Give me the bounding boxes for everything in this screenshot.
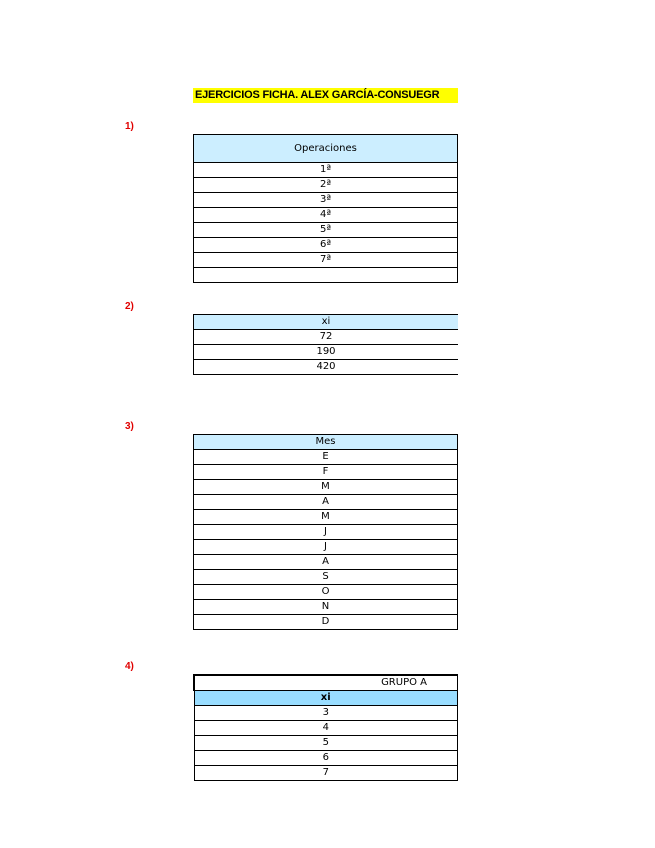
- table-cell: M: [194, 510, 458, 525]
- exercise-3-number: 3): [125, 421, 134, 432]
- column-header: xi: [194, 691, 458, 706]
- table-cell: 2ª: [194, 178, 458, 193]
- table-cell: 5ª: [194, 223, 458, 238]
- exercise-3-table: [193, 434, 458, 630]
- group-header: GRUPO A: [194, 675, 458, 691]
- table-cell: 420: [194, 360, 459, 375]
- exercise-4-table: [193, 674, 458, 781]
- column-header: Mes: [194, 435, 458, 450]
- table-cell: J: [194, 525, 458, 540]
- table-cell: A: [194, 495, 458, 510]
- table-cell: 190: [194, 345, 459, 360]
- table-cell: 4ª: [194, 208, 458, 223]
- table-cell: 3: [194, 706, 458, 721]
- table-cell: 4: [194, 721, 458, 736]
- table-cell: D: [194, 615, 458, 630]
- table-cell: A: [194, 555, 458, 570]
- column-header: xi: [194, 315, 459, 330]
- table-cell: [194, 268, 458, 283]
- table-cell: 1ª: [194, 163, 458, 178]
- exercise-4-number: 4): [125, 661, 134, 672]
- table-cell: 7: [194, 766, 458, 781]
- table-cell: 6: [194, 751, 458, 766]
- document-title: EJERCICIOS FICHA. ALEX GARCÍA-CONSUEGR: [193, 88, 458, 103]
- table-cell: 72: [194, 330, 459, 345]
- table-cell: F: [194, 465, 458, 480]
- exercise-1-number: 1): [125, 121, 134, 132]
- table-cell: N: [194, 600, 458, 615]
- table-cell: S: [194, 570, 458, 585]
- exercise-1-table: [193, 134, 458, 283]
- exercise-2-table: [193, 314, 458, 375]
- table-cell: 6ª: [194, 238, 458, 253]
- column-header: Operaciones: [194, 135, 458, 163]
- exercise-2-number: 2): [125, 301, 134, 312]
- table-cell: O: [194, 585, 458, 600]
- table-cell: 7ª: [194, 253, 458, 268]
- table-cell: E: [194, 450, 458, 465]
- table-cell: 5: [194, 736, 458, 751]
- table-cell: J: [194, 540, 458, 555]
- table-cell: 3ª: [194, 193, 458, 208]
- table-cell: M: [194, 480, 458, 495]
